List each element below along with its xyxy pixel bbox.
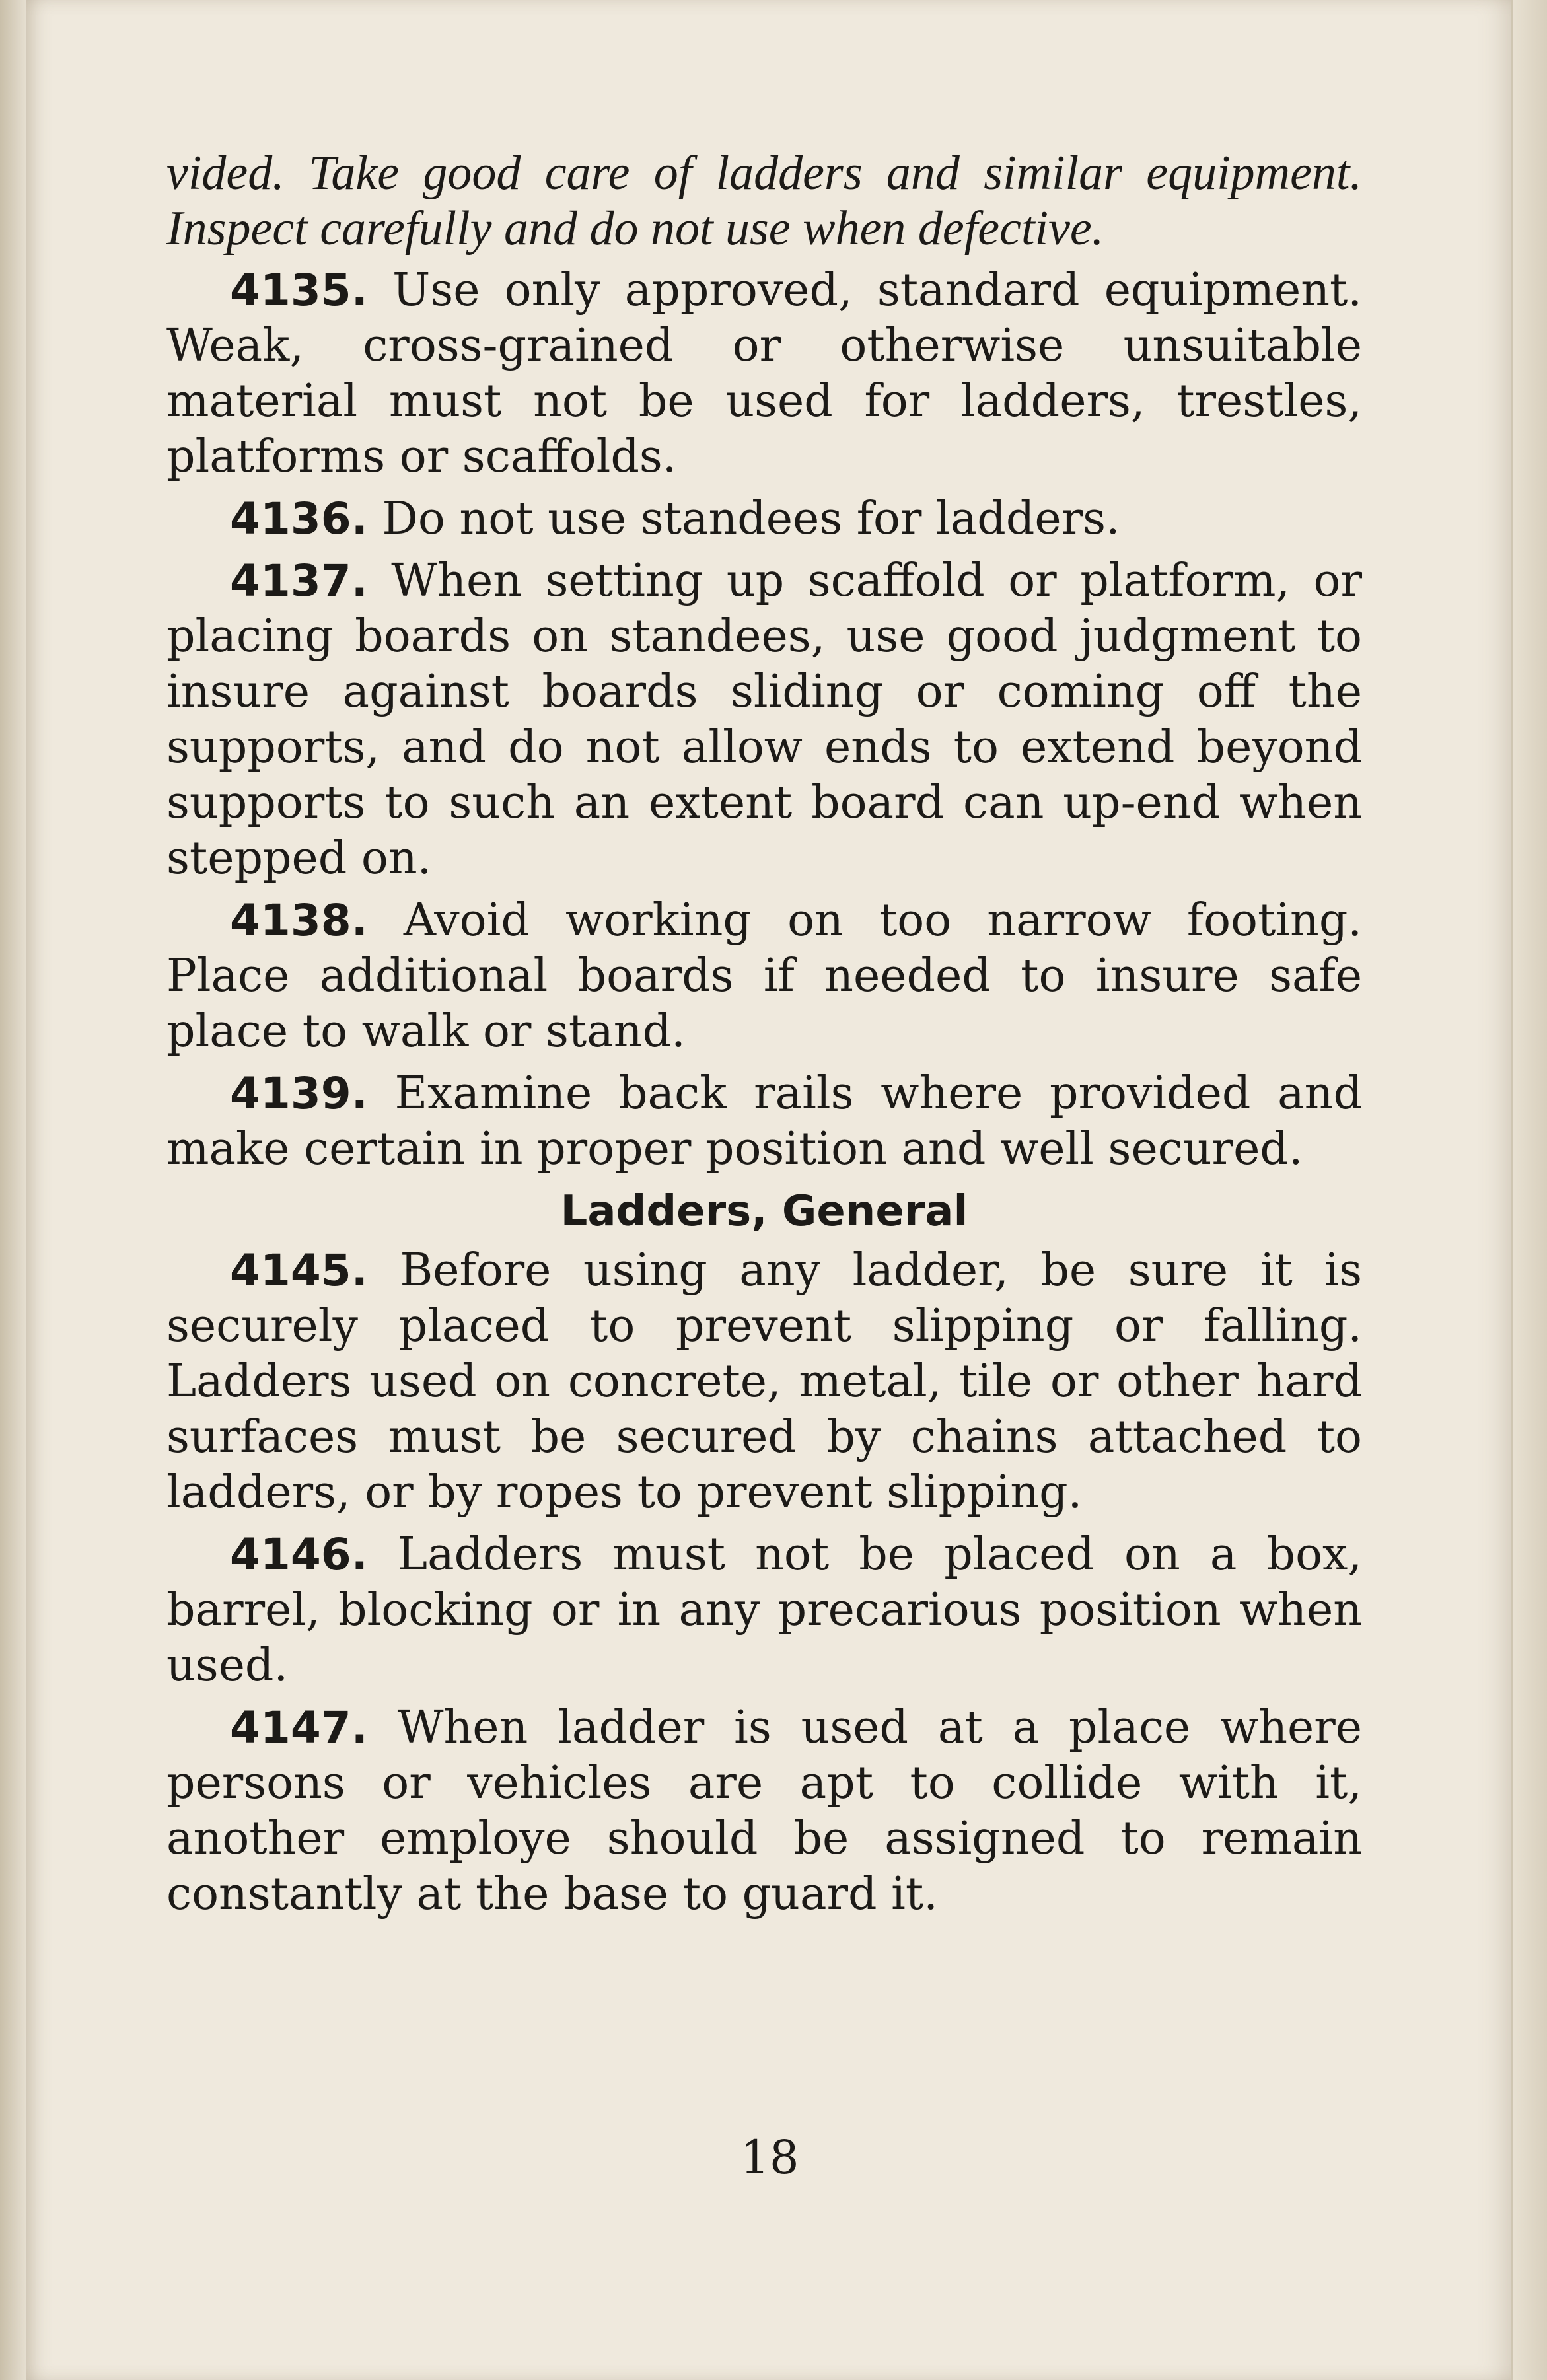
rule-4137 <box>166 554 1362 886</box>
rule-text: Use only approved, standard equipment. Weak, cross-grained or otherwise unsuitable material must not be used for ladders, trestles, platforms or scaffolds. <box>166 264 1362 483</box>
rule-number: 4138. <box>230 895 368 946</box>
rule-number: 4137. <box>230 556 368 606</box>
rule-text: When setting up scaffold or platform, or placing boards on standees, use good judgment to insure against boards sliding or coming off the supports, and do not allow ends to extend beyond supports to such an extent board can up-end when stepped on. <box>166 555 1362 884</box>
section-heading: Ladders, General <box>560 1187 968 1236</box>
page-body <box>166 145 1362 1929</box>
rule-4138 <box>166 893 1362 1060</box>
rule-4146 <box>166 1527 1362 1694</box>
rule-4135 <box>166 263 1362 485</box>
rule-text: Ladders must not be placed on a box, barrel, blocking or in any precarious position when used. <box>166 1529 1362 1692</box>
book-spine-shadow <box>0 0 26 2380</box>
rule-4147 <box>166 1700 1362 1922</box>
page-edge <box>1511 0 1547 2380</box>
page-number: 18 <box>740 2130 799 2184</box>
rule-text: Examine back rails where provided and make certain in proper position and well secured. <box>166 1067 1362 1175</box>
rule-number: 4139. <box>230 1068 368 1119</box>
book-page <box>26 0 1513 2380</box>
rule-4136 <box>166 491 1362 547</box>
rule-4139 <box>166 1066 1362 1177</box>
rule-number: 4147. <box>230 1702 368 1753</box>
rule-number: 4145. <box>230 1245 368 1296</box>
rule-text: Avoid working on too narrow footing. Place additional boards if needed to insure safe place to walk or stand. <box>166 894 1362 1058</box>
rule-number: 4136. <box>230 493 368 544</box>
rule-text: Do not use standees for ladders. <box>382 493 1120 545</box>
rule-text: Before using any ladder, be sure it is securely placed to prevent slipping or falling. Ladders used on concrete, metal, tile or other hard surfaces must be secured by chains attached to ladders, or by ropes to prevent slipping. <box>166 1244 1362 1519</box>
rule-number: 4135. <box>230 265 368 316</box>
rule-text: When ladder is used at a place where persons or vehicles are apt to collide with it, another employe should be assigned to remain constantly at the base to guard it. <box>166 1702 1362 1920</box>
rule-number: 4146. <box>230 1529 368 1580</box>
rule-4145 <box>166 1243 1362 1521</box>
continued-paragraph: vided. Take good care of ladders and similar equipment. Inspect carefully and do not use when defective. <box>166 146 1362 256</box>
